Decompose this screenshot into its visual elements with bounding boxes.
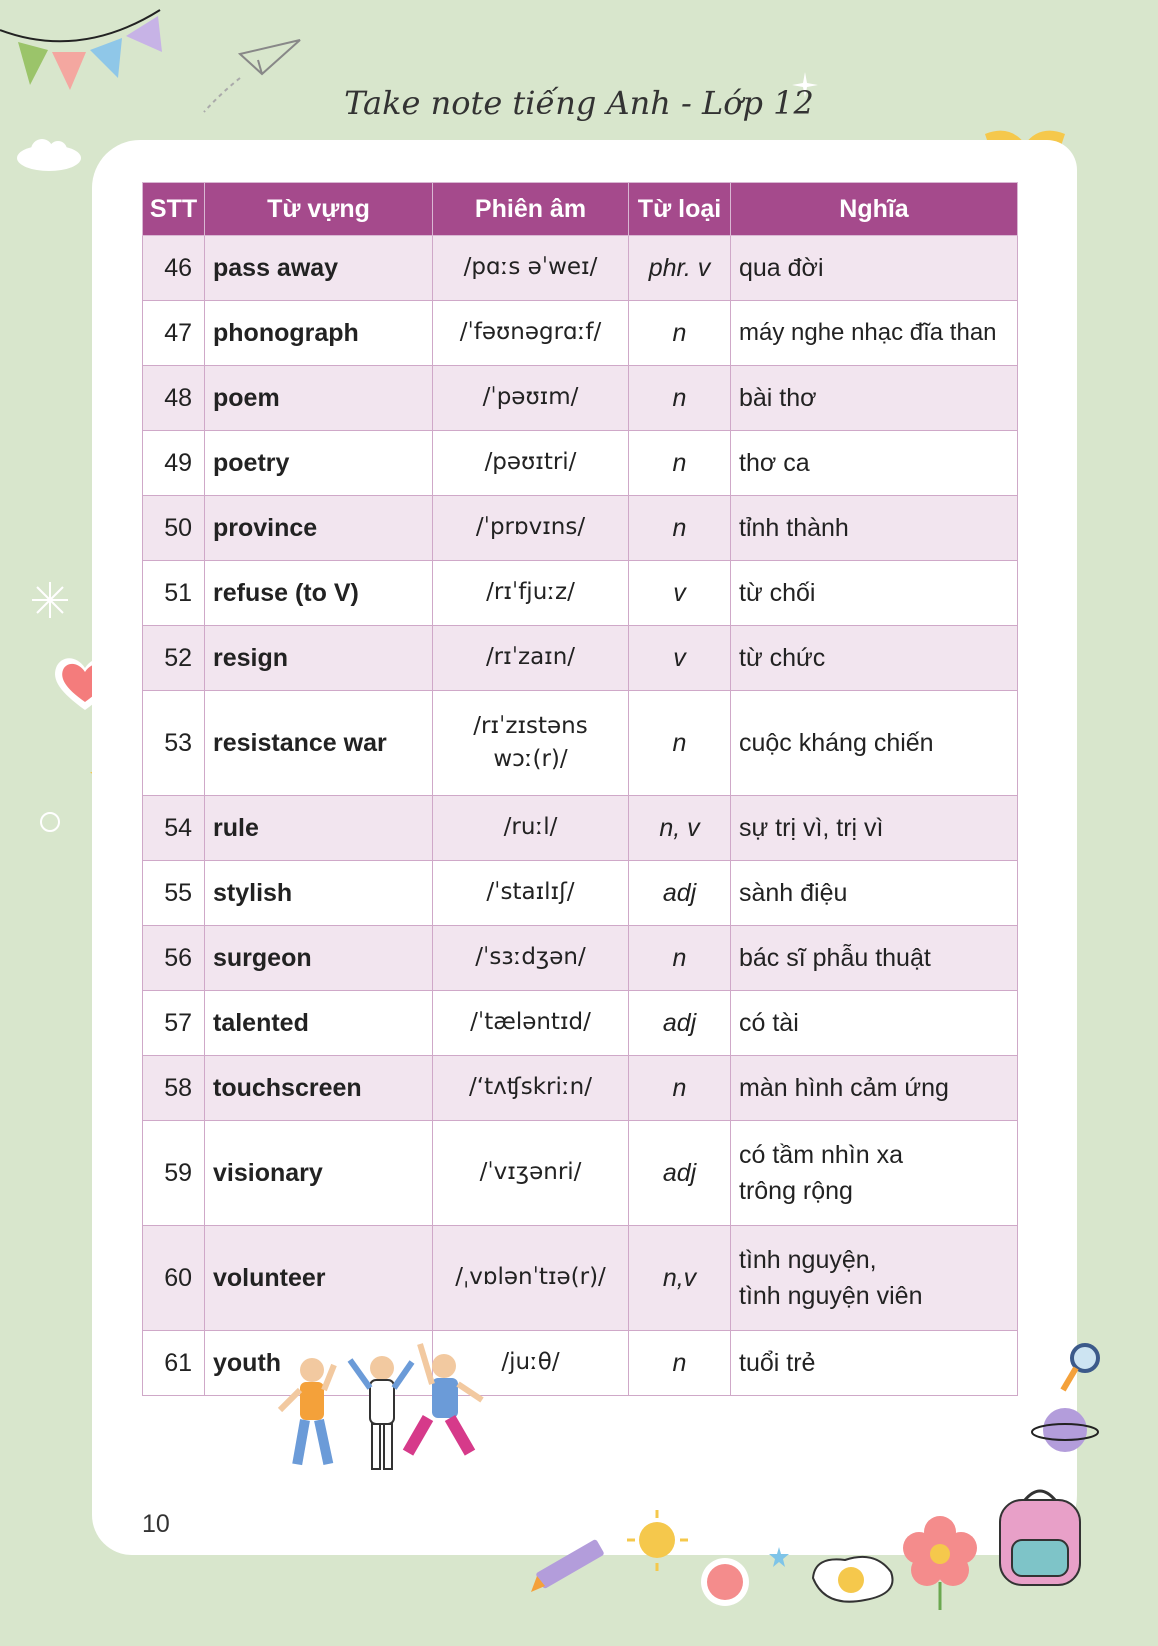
row-meaning: bác sĩ phẫu thuật <box>731 926 1018 991</box>
vocabulary-table <box>142 182 1018 1396</box>
row-number: 47 <box>143 301 205 366</box>
row-meaning: có tầm nhìn xa trông rộng <box>731 1121 1018 1226</box>
row-number: 54 <box>143 796 205 861</box>
planet-icon <box>1030 1400 1100 1460</box>
magnifier-icon <box>1055 1340 1105 1400</box>
row-ipa: /ˈvɪʒənri/ <box>433 1121 629 1226</box>
row-number: 58 <box>143 1056 205 1121</box>
table-row <box>143 496 1018 561</box>
star-icon <box>768 1546 790 1568</box>
row-ipa: /‘tʌʧskriːn/ <box>433 1056 629 1121</box>
row-word: surgeon <box>205 926 433 991</box>
column-header-meaning: Nghĩa <box>731 183 1018 236</box>
row-pos: v <box>629 561 731 626</box>
row-number: 48 <box>143 366 205 431</box>
row-meaning: sự trị vì, trị vì <box>731 796 1018 861</box>
table-row <box>143 691 1018 796</box>
table-row <box>143 236 1018 301</box>
table-row <box>143 1056 1018 1121</box>
row-word: talented <box>205 991 433 1056</box>
table-row <box>143 861 1018 926</box>
row-word: poetry <box>205 431 433 496</box>
row-word: refuse (to V) <box>205 561 433 626</box>
row-pos: n <box>629 926 731 991</box>
circle-decor <box>38 810 62 834</box>
row-pos: adj <box>629 991 731 1056</box>
row-ipa: /ˈfəʊnəgrɑːf/ <box>433 301 629 366</box>
page-title: Take note tiếng Anh - Lớp 12 <box>344 84 814 122</box>
row-meaning: qua đời <box>731 236 1018 301</box>
row-ipa: /pəʊɪtri/ <box>433 431 629 496</box>
row-pos: phr. v <box>629 236 731 301</box>
row-ipa: /ˌvɒlənˈtɪə(r)/ <box>433 1226 629 1331</box>
table-row <box>143 431 1018 496</box>
row-word: stylish <box>205 861 433 926</box>
bunting-flags-icon <box>0 0 175 95</box>
row-pos: n <box>629 301 731 366</box>
row-word: province <box>205 496 433 561</box>
table-row <box>143 1226 1018 1331</box>
row-number: 52 <box>143 626 205 691</box>
row-number: 50 <box>143 496 205 561</box>
row-number: 60 <box>143 1226 205 1331</box>
flower-icon <box>698 1555 752 1609</box>
row-pos: adj <box>629 861 731 926</box>
table-row <box>143 626 1018 691</box>
row-number: 46 <box>143 236 205 301</box>
row-meaning: máy nghe nhạc đĩa than <box>731 301 1018 366</box>
row-word: touchscreen <box>205 1056 433 1121</box>
sun-icon <box>625 1508 690 1573</box>
table-row <box>143 366 1018 431</box>
row-pos: n <box>629 431 731 496</box>
row-pos: n <box>629 366 731 431</box>
row-ipa: /ˈstaɪlɪʃ/ <box>433 861 629 926</box>
row-word: youth <box>205 1331 433 1396</box>
row-word: resistance war <box>205 691 433 796</box>
row-ipa: /rɪˈfjuːz/ <box>433 561 629 626</box>
cloud-icon <box>14 134 84 174</box>
row-word: volunteer <box>205 1226 433 1331</box>
row-ipa: /pɑːs əˈweɪ/ <box>433 236 629 301</box>
table-row <box>143 926 1018 991</box>
row-meaning: tỉnh thành <box>731 496 1018 561</box>
row-ipa: /ruːl/ <box>433 796 629 861</box>
row-meaning: tuổi trẻ <box>731 1331 1018 1396</box>
row-ipa: /ˈpəʊɪm/ <box>433 366 629 431</box>
row-word: resign <box>205 626 433 691</box>
kids-illustration <box>272 1340 502 1500</box>
row-number: 49 <box>143 431 205 496</box>
row-pos: n,v <box>629 1226 731 1331</box>
column-header-word: Từ vựng <box>205 183 433 236</box>
table-row <box>143 796 1018 861</box>
row-meaning: từ chối <box>731 561 1018 626</box>
row-ipa: /ˈsɜːdʒən/ <box>433 926 629 991</box>
row-number: 53 <box>143 691 205 796</box>
row-number: 59 <box>143 1121 205 1226</box>
row-ipa: /ˈprɒvɪns/ <box>433 496 629 561</box>
row-number: 51 <box>143 561 205 626</box>
row-ipa: /ˈtæləntɪd/ <box>433 991 629 1056</box>
row-pos: n, v <box>629 796 731 861</box>
row-meaning: bài thơ <box>731 366 1018 431</box>
backpack-icon <box>990 1480 1090 1590</box>
row-word: pass away <box>205 236 433 301</box>
table-row <box>143 561 1018 626</box>
row-number: 55 <box>143 861 205 926</box>
row-pos: n <box>629 1056 731 1121</box>
row-word: phonograph <box>205 301 433 366</box>
row-number: 57 <box>143 991 205 1056</box>
row-word: visionary <box>205 1121 433 1226</box>
row-meaning: có tài <box>731 991 1018 1056</box>
row-meaning: sành điệu <box>731 861 1018 926</box>
row-word: rule <box>205 796 433 861</box>
table-row <box>143 991 1018 1056</box>
row-meaning: tình nguyện, tình nguyện viên <box>731 1226 1018 1331</box>
row-pos: adj <box>629 1121 731 1226</box>
row-pos: v <box>629 626 731 691</box>
column-header-stt: STT <box>143 183 205 236</box>
row-ipa: /juːθ/ <box>433 1331 629 1396</box>
page-number: 10 <box>142 1510 170 1538</box>
row-number: 61 <box>143 1331 205 1396</box>
crayon-icon <box>525 1530 615 1600</box>
row-pos: n <box>629 496 731 561</box>
row-ipa: /rɪˈzaɪn/ <box>433 626 629 691</box>
column-header-ipa: Phiên âm <box>433 183 629 236</box>
row-meaning: cuộc kháng chiến <box>731 691 1018 796</box>
row-meaning: từ chức <box>731 626 1018 691</box>
table-row <box>143 1121 1018 1226</box>
row-meaning: thơ ca <box>731 431 1018 496</box>
row-number: 56 <box>143 926 205 991</box>
row-word: poem <box>205 366 433 431</box>
table-header-row <box>143 183 1018 236</box>
row-ipa: /rɪˈzɪstəns wɔː(r)/ <box>433 691 629 796</box>
flower-icon <box>895 1510 985 1610</box>
sparkle-icon <box>30 580 70 620</box>
table-row <box>143 301 1018 366</box>
row-pos: n <box>629 1331 731 1396</box>
row-meaning: màn hình cảm ứng <box>731 1056 1018 1121</box>
row-pos: n <box>629 691 731 796</box>
egg-icon <box>805 1548 900 1608</box>
column-header-pos: Từ loại <box>629 183 731 236</box>
